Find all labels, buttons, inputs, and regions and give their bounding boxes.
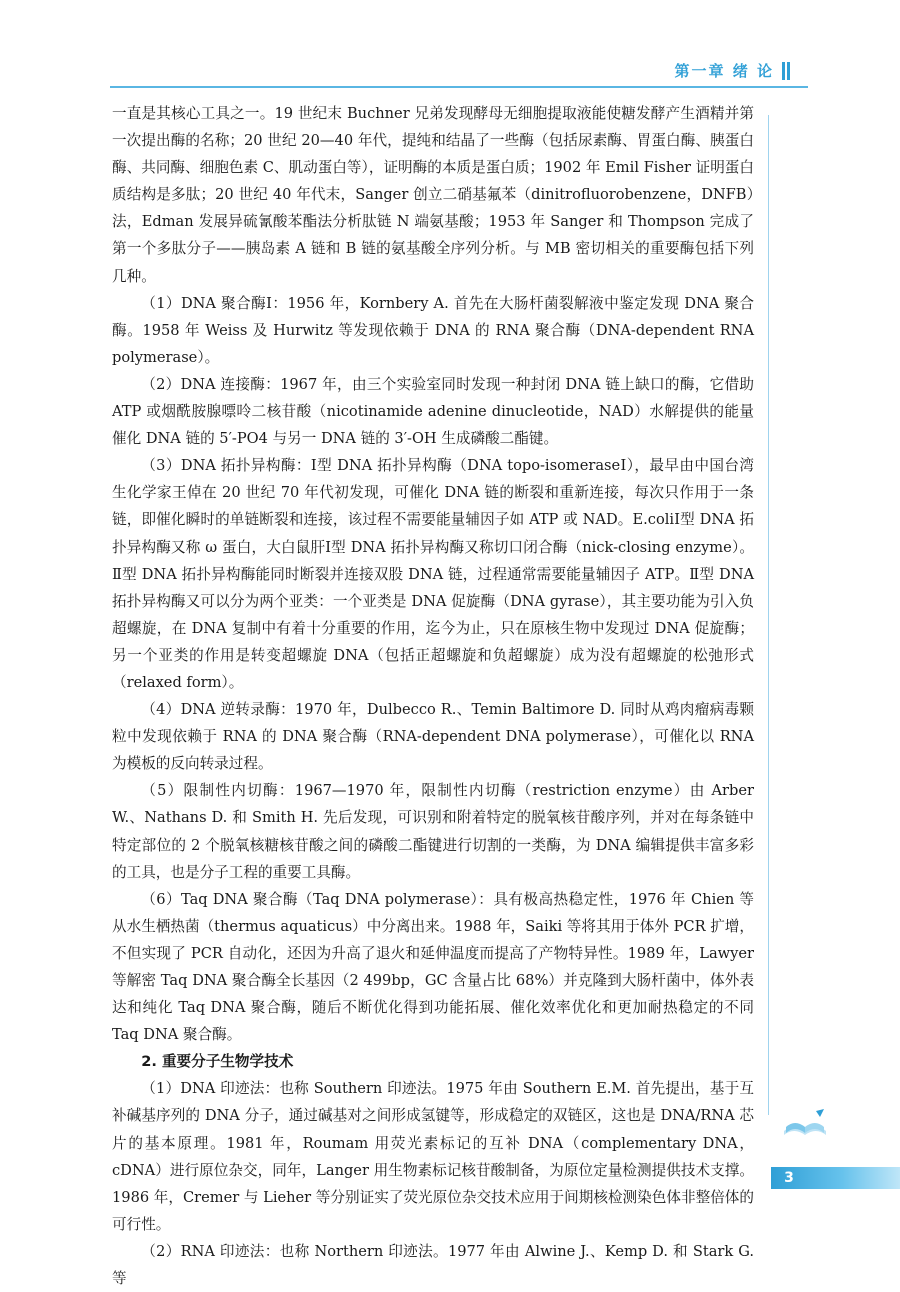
paragraph: （1）DNA 聚合酶Ⅰ：1956 年，Kornbery A. 首先在大肠杆菌裂解液中鉴定发现 DNA 聚合酶。1958 年 Weiss 及 Hurwitz 等发现依赖于 DNA 的 RNA 聚合酶（DNA-dependent RNA polymerase）。 [112,294,754,366]
paragraph: （2）DNA 连接酶：1967 年，由三个实验室同时发现一种封闭 DNA 链上缺口的酶，它借助 ATP 或烟酰胺腺嘌呤二核苷酸（nicotinamide adenine dinucleotide，NAD）水解提供的能量催化 DNA 链的 5′-PO4 与另一 DNA 链的 3′-OH 生成磷酸二酯键。 [112,375,754,448]
paragraph: （6）Taq DNA 聚合酶（Taq DNA polymerase）：具有极高热稳定性，1976 年 Chien 等从水生栖热菌（thermus aquaticus）中分离出来。1988 年，Saiki 等将其用于体外 PCR 扩增，不但实现了 PCR 自动化，还因为升高了退火和延伸温度而提高了产物特异性。1989 年，Lawyer 等解密 Taq DNA 聚合酶全长基因（2 499bp，GC 含量占比 68%）并克隆到大肠杆菌中，体外表达和纯化 Taq DNA 聚合酶，随后不断优化得到功能拓展、催化效率优化和更加耐热稳定的不同 Taq DNA 聚合酶。 [112,890,754,1044]
body-text [112,100,754,1292]
margin-rule [768,115,769,1115]
paragraph: （3）DNA 拓扑异构酶：Ⅰ型 DNA 拓扑异构酶（DNA topo-isomeraseⅠ），最早由中国台湾生化学家王倬在 20 世纪 70 年代初发现，可催化 DNA 链的断裂和重新连接，每次只作用于一条链，即催化瞬时的单链断裂和连接，该过程不需要能量辅因子如 ATP 或 NAD。E.coliⅠ型 DNA 拓扑异构酶又称 ω 蛋白，大白鼠肝Ⅰ型 DNA 拓扑异构酶又称切口闭合酶（nick-closing enzyme）。Ⅱ型 DNA 拓扑异构酶能同时断裂并连接双股 DNA 链，过程通常需要能量辅因子 ATP。Ⅱ型 DNA 拓扑异构酶又可以分为两个亚类：一个亚类是 DNA 促旋酶（DNA gyrase），其主要功能为引入负超螺旋，在 DNA 复制中有着十分重要的作用，迄今为止，只在原核生物中发现过 DNA 促旋酶；另一个亚类的作用是转变超螺旋 DNA（包括正超螺旋和负超螺旋）成为没有超螺旋的松弛形式（relaxed form）。 [112,457,754,691]
chapter-header [675,60,790,81]
open-book-icon [780,1105,830,1145]
paragraph: （2）RNA 印迹法：也称 Northern 印迹法。1977 年由 Alwine J.、Kemp D. 和 Stark G. 等 [112,1242,754,1288]
page-number: 3 [784,1170,794,1186]
header-rule [110,86,808,88]
paragraph: （5）限制性内切酶：1967—1970 年，限制性内切酶（restriction enzyme）由 Arber W.、Nathans D. 和 Smith H. 先后发现，可识别和附着特定的脱氧核苷酸序列，并对在每条链中特定部位的 2 个脱氧核糖核苷酸之间的磷酸二酯键进行切割的一类酶，为 DNA 编辑提供丰富多彩的工具，也是分子工程的重要工具酶。 [112,782,754,881]
paragraph: （1）DNA 印迹法：也称 Southern 印迹法。1975 年由 Southern E.M. 首先提出，基于互补碱基序列的 DNA 分子，通过碱基对之间形成氢键等，形成稳定的双链区，这也是 DNA/RNA 芯片的基本原理。1981 年，Roumam 用荧光素标记的互补 DNA（complementary DNA，cDNA）进行原位杂交，同年，Langer 用生物素标记核苷酸制备，为原位定量检测提供技术支撑。1986 年，Cremer 与 Lieher 等分别证实了荧光原位杂交技术应用于间期核检测染色体非整倍体的可行性。 [112,1080,754,1233]
chapter-bars-decoration [782,62,790,80]
chapter-title: 第一章 绪 论 [674,62,774,80]
paragraph: 一直是其核心工具之一。19 世纪末 Buchner 兄弟发现酵母无细胞提取液能使糖发酵产生酒精并第一次提出酶的名称；20 世纪 20—40 年代，提纯和结晶了一些酶（包括尿素酶、胃蛋白酶、胰蛋白酶、共同酶、细胞色素 C、肌动蛋白等），证明酶的本质是蛋白质；1902 年 Emil Fisher 证明蛋白质结构是多肽；20 世纪 40 年代末，Sanger 创立二硝基氟苯（dinitrofluorobenzene，DNFB）法，Edman 发展异硫氰酸苯酯法分析肽链 N 端氨基酸；1953 年 Sanger 和 Thompson 完成了第一个多肽分子——胰岛素 A 链和 B 链的氨基酸全序列分析。与 MB 密切相关的重要酶包括下列几种。 [112,105,754,285]
paragraph: （4）DNA 逆转录酶：1970 年，Dulbecco R.、Temin Baltimore D. 同时从鸡肉瘤病毒颗粒中发现依赖于 RNA 的 DNA 聚合酶（RNA-dependent DNA polymerase），可催化以 RNA 为模板的反向转录过程。 [112,701,754,773]
section-heading: 2. 重要分子生物学技术 [141,1053,294,1071]
